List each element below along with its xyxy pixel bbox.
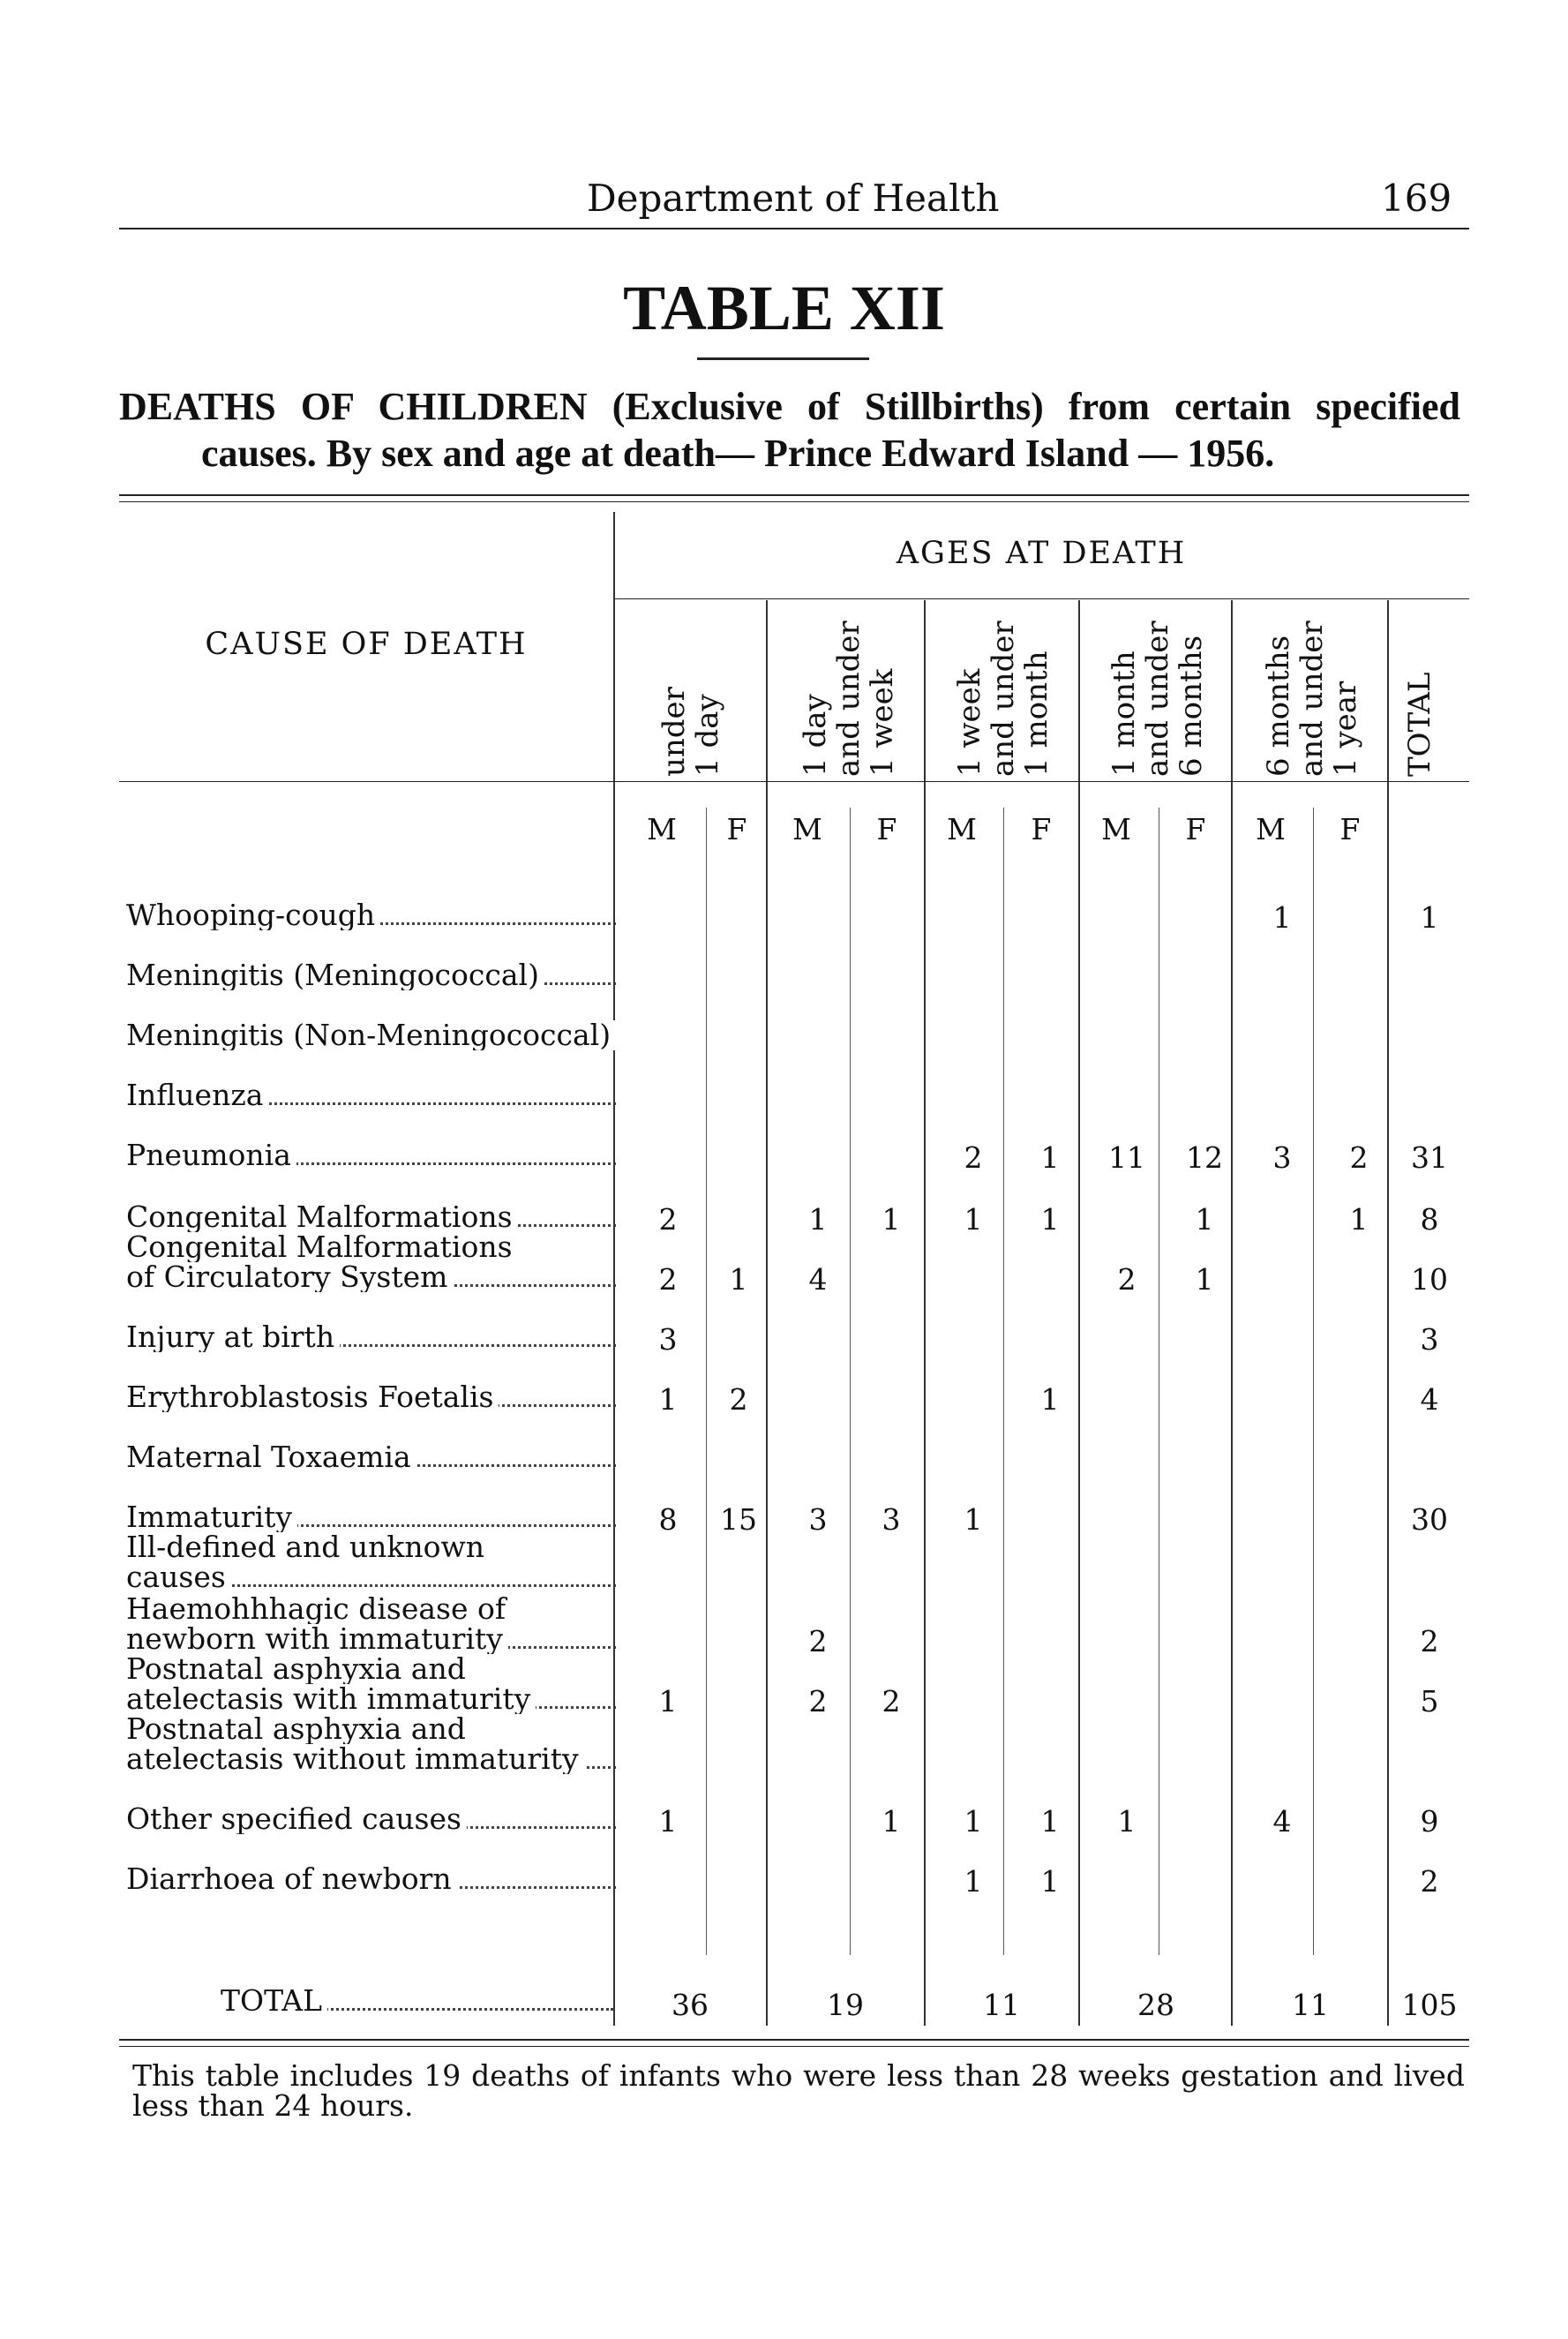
row-total-cell: 4 [1420,1382,1439,1417]
cause-text: Meningitis (Meningococcal) [126,960,544,990]
cause-text: Influenza [126,1080,268,1110]
value-cell: 1 [1195,1202,1214,1237]
value-cell: 8 [658,1502,678,1537]
value-cell: 1 [1040,1864,1060,1899]
cause-label [126,1202,616,1232]
row-total-cell: 9 [1420,1804,1439,1839]
cause-text: newborn with immaturity [126,1624,508,1654]
row-total-cell: 30 [1411,1502,1448,1537]
col-header-line: 1 month [1019,651,1054,777]
sex-rule-3 [1003,808,1004,1955]
cause-label [126,1140,616,1170]
ages-heading-rule [615,598,1469,599]
value-cell: 4 [1272,1804,1292,1839]
col-header-line: 6 months [1261,635,1296,777]
value-cell: 3 [808,1502,828,1537]
cause-text: of Circulatory System [126,1262,453,1292]
cause-text: Whooping-cough [126,900,380,930]
cause-label [126,1080,616,1110]
sex-rule-5 [1313,808,1314,1955]
value-cell: 12 [1186,1140,1223,1175]
value-cell: 3 [658,1322,678,1357]
sex-label: F [1185,812,1206,846]
value-cell: 1 [658,1684,678,1719]
cause-text: atelectasis with immaturity [126,1684,536,1714]
table-top-rule [119,494,1469,496]
table-title: TABLE XII [623,273,945,343]
col-header-total [1399,600,1478,777]
value-cell: 1 [1349,1202,1369,1237]
cause-text: Ill-defined and unknown [126,1532,490,1562]
value-cell: 1 [1040,1804,1060,1839]
col-header-6-months-1-year [1257,600,1363,777]
value-cell: 2 [808,1684,828,1719]
cause-of-death-heading: CAUSE OF DEATH [205,627,528,662]
title-rule [697,357,869,360]
cause-label [126,1562,616,1592]
page-number: 169 [1381,177,1452,220]
col-header-line: 1 week [952,668,987,777]
row-total-cell: 31 [1411,1140,1448,1175]
value-cell: 1 [1040,1382,1060,1417]
value-cell: 2 [882,1684,901,1719]
row-total-cell: 1 [1420,900,1439,935]
header-rule [119,228,1469,229]
cause-label [126,1714,616,1744]
total-label-text: TOTAL [221,1986,327,2016]
col-header-line: under [656,687,692,777]
value-cell: 15 [720,1502,757,1537]
sex-label: F [1339,812,1361,846]
col-header-line: 6 months [1174,635,1209,777]
table-top-rule-2 [119,501,1469,502]
sex-label: F [726,812,747,846]
cause-label [126,1020,616,1050]
sex-label: M [947,812,977,846]
value-cell: 1 [808,1202,828,1237]
value-cell: 1 [1117,1804,1137,1839]
cause-text: Maternal Toxaemia [126,1442,416,1472]
value-cell: 3 [1272,1140,1292,1175]
value-cell: 1 [658,1804,678,1839]
cause-text: Pneumonia [126,1140,296,1170]
header-bottom-rule [119,781,1469,782]
table-bottom-rule [119,2039,1469,2041]
value-cell: 1 [1195,1262,1214,1297]
cause-label [126,1442,616,1472]
row-total-cell: 3 [1420,1322,1439,1357]
cause-label [126,900,616,930]
value-cell: 4 [808,1262,828,1297]
footnote: This table includes 19 deaths of infants who were less than 28 weeks gestation and lived less than 24 hours. [132,2058,1465,2123]
row-total-cell: 5 [1420,1684,1439,1719]
value-cell: 2 [1117,1262,1137,1297]
col-header-under-1-day [653,600,732,777]
cause-text: Postnatal asphyxia and [126,1714,471,1744]
row-total-cell: 2 [1420,1864,1439,1899]
col-header-line: and under [986,620,1021,777]
value-cell: 2 [808,1624,828,1658]
col-header-line: 1 year [1328,681,1363,777]
total-group-1-month-6-months: 28 [1137,1988,1174,2022]
cause-text: Diarrhoea of newborn [126,1864,457,1894]
cause-text: Congenital Malformations [126,1232,518,1262]
value-cell: 1 [964,1864,983,1899]
total-group-1-week-1-month: 11 [983,1988,1020,2022]
col-header-1-week-1-month [949,600,1054,777]
total-group-1-day-1-week: 19 [827,1988,864,2022]
sex-label: M [1256,812,1286,846]
col-header-1-day-1-week [794,600,900,777]
cause-text: Other specified causes [126,1804,467,1834]
sex-label: F [876,812,897,846]
grand-total: 105 [1401,1988,1458,2022]
col-header-line: and under [831,620,867,777]
table-bottom-rule-2 [119,2046,1469,2047]
value-cell: 1 [964,1202,983,1237]
cause-label [126,1232,616,1262]
caption-line-2: causes. By sex and age at death— Prince Edward Island — 1956. [201,432,1275,475]
value-cell: 1 [729,1262,748,1297]
col-header-line: 1 week [865,668,900,777]
total-row-label [221,1986,613,2016]
cause-label [126,1864,616,1894]
sex-rule-1 [706,808,707,1955]
row-total-cell: 8 [1420,1202,1439,1237]
caption-line-1: DEATHS OF CHILDREN (Exclusive of Stillbirths) from certain specified [119,385,1460,428]
total-column-rule [1387,600,1389,2026]
cause-label [126,1322,616,1352]
sex-label: M [792,812,822,846]
value-cell: 2 [658,1262,678,1297]
cause-label [126,1684,616,1714]
total-group-under-1-day: 36 [671,1988,709,2022]
value-cell: 1 [1040,1140,1060,1175]
row-total-cell: 10 [1411,1262,1448,1297]
cause-label [126,1532,616,1562]
value-cell: 1 [658,1382,678,1417]
cause-text: atelectasis without immaturity [126,1744,584,1774]
value-cell: 11 [1108,1140,1145,1175]
value-cell: 1 [1272,900,1292,935]
cause-label [126,1382,616,1412]
cause-text: Congenital Malformations [126,1202,518,1232]
value-cell: 1 [882,1804,901,1839]
value-cell: 3 [882,1502,901,1537]
row-total-cell: 2 [1420,1624,1439,1658]
value-cell: 1 [882,1202,901,1237]
col-header-line: and under [1294,620,1330,777]
cause-text: Injury at birth [126,1322,340,1352]
col-header-line: 1 day [690,694,725,777]
sex-label: F [1031,812,1052,846]
value-cell: 2 [729,1382,748,1417]
running-title: Department of Health [587,177,1000,220]
cause-label [126,960,616,990]
cause-text: Haemohhhagic disease of [126,1594,511,1624]
cause-text: Postnatal asphyxia and [126,1654,471,1684]
cause-label [126,1594,616,1624]
value-cell: 2 [964,1140,983,1175]
cause-label [126,1654,616,1684]
col-header-line: and under [1140,620,1175,777]
col-header-line: 1 day [798,694,833,777]
col-header-line: 1 month [1107,651,1142,777]
value-cell: 2 [658,1202,678,1237]
value-cell: 1 [964,1502,983,1537]
value-cell: 2 [1349,1140,1369,1175]
group-rule-4 [1231,600,1233,2026]
cause-label [126,1624,616,1654]
cause-text: Meningitis (Non-Meningococcal) [126,1020,616,1050]
ages-at-death-heading: AGES AT DEATH [896,536,1187,571]
col-header-1-month-6-months [1103,600,1209,777]
cause-text: Erythroblastosis Foetalis [126,1382,499,1412]
group-rule-1 [766,600,768,2026]
value-cell: 1 [1040,1202,1060,1237]
cause-label [126,1502,616,1532]
sex-label: M [647,812,677,846]
cause-text: Immaturity [126,1502,297,1532]
cause-label [126,1262,616,1292]
cause-text: causes [126,1562,231,1592]
sex-rule-2 [850,808,851,1955]
col-header-line: TOTAL [1402,672,1437,777]
total-group-6-months-1-year: 11 [1292,1988,1329,2022]
sex-label: M [1101,812,1131,846]
cause-label [126,1744,616,1774]
cause-label [126,1804,616,1834]
value-cell: 1 [964,1804,983,1839]
